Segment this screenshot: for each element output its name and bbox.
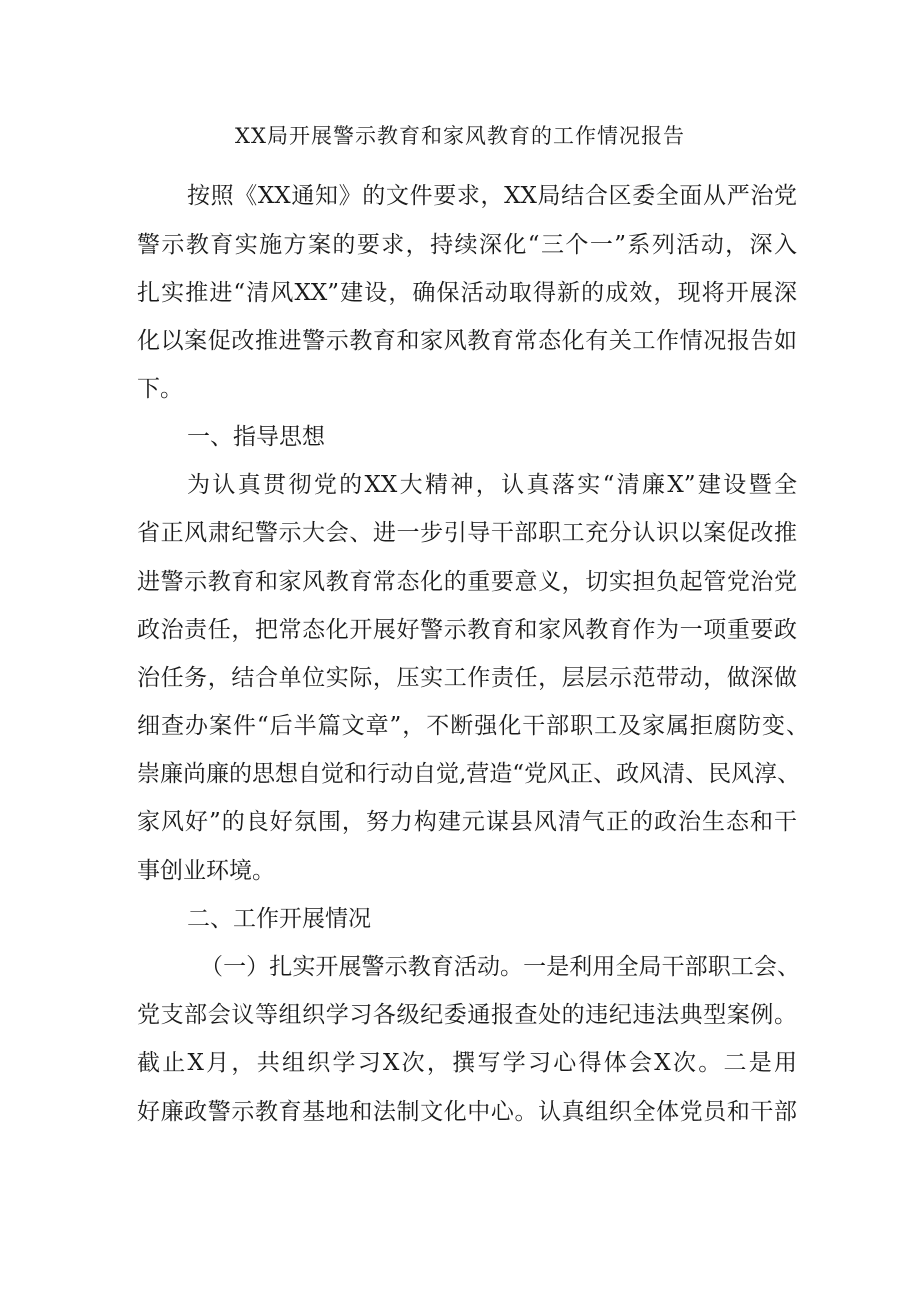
paragraph-line: 政治责任，把常态化开展好警示教育和家风教育作为一项重要政 — [137, 617, 797, 643]
paragraph-line: 扎实推进“清风XX”建设，确保活动取得新的成效，现将开展深 — [137, 280, 797, 306]
paragraph-line: 治任务，结合单位实际，压实工作责任，层层示范带动，做深做 — [137, 665, 797, 691]
paragraph-line: 家风好”的良好氛围，努力构建元谋县风清气正的政治生态和干 — [137, 809, 797, 835]
paragraph-line: 好廉政警示教育基地和法制文化中心。认真组织全体党员和干部 — [137, 1099, 797, 1125]
document-title: XX局开展警示教育和家风教育的工作情况报告 — [235, 124, 685, 148]
section-heading: 二、工作开展情况 — [187, 906, 371, 932]
section-heading: 一、指导思想 — [187, 424, 325, 450]
paragraph-line: 警示教育实施方案的要求，持续深化“三个一”系列活动，深入 — [137, 232, 797, 258]
paragraph-line: 党支部会议等组织学习各级纪委通报查处的违纪违法典型案例。 — [137, 1002, 797, 1028]
paragraph-line: 进警示教育和家风教育常态化的重要意义，切实担负起管党治党 — [137, 569, 797, 595]
paragraph-line: （一）扎实开展警示教育活动。一是利用全局干部职工会、 — [200, 954, 800, 980]
paragraph-line: 省正风肃纪警示大会、进一步引导干部职工充分认识以案促改推 — [137, 520, 797, 546]
paragraph-line: 崇廉尚廉的思想自觉和行动自觉,营造“党风正、政风清、民风淳、 — [137, 761, 801, 787]
paragraph-line: 截止X月，共组织学习X次，撰写学习心得体会X次。二是用 — [137, 1050, 797, 1076]
paragraph-line: 为认真贯彻党的XX大精神，认真落实“清廉X”建设暨全 — [187, 472, 797, 498]
paragraph-line: 下。 — [137, 376, 183, 402]
paragraph-line: 细查办案件“后半篇文章”，不断强化干部职工及家属拒腐防变、 — [137, 713, 809, 739]
paragraph-line: 按照《XX通知》的文件要求，XX局结合区委全面从严治党 — [187, 183, 797, 209]
paragraph-line: 化以案促改推进警示教育和家风教育常态化有关工作情况报告如 — [137, 328, 797, 354]
paragraph-line: 事创业环境。 — [137, 858, 275, 884]
